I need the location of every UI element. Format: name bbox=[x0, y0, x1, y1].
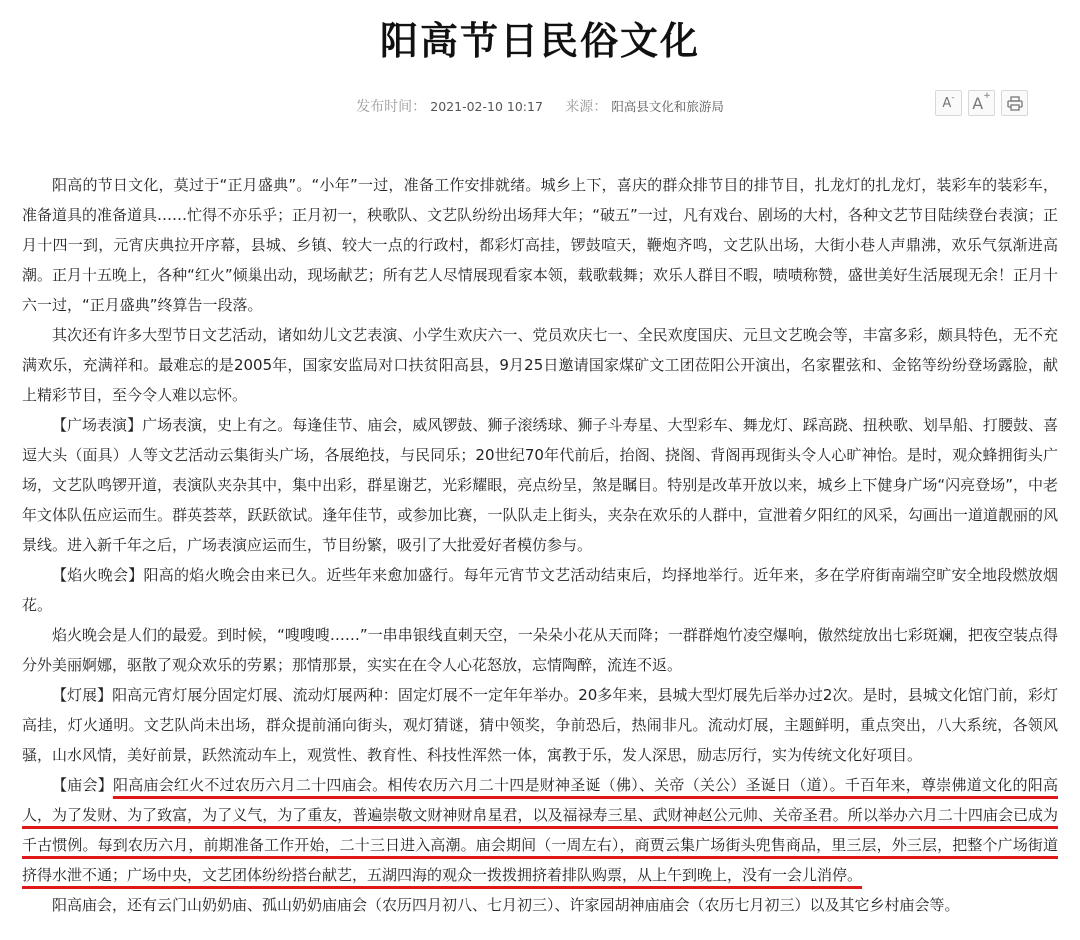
font-smaller-button[interactable] bbox=[935, 90, 962, 116]
publish-time: 2021-02-10 10:17 bbox=[430, 99, 543, 114]
font-larger-button[interactable] bbox=[968, 90, 995, 116]
temple-fair-paragraph bbox=[22, 770, 1058, 890]
article-paragraph: 阳高的节日文化，莫过于“正月盛典”。“小年”一过，准备工作安排就绪。城乡上下，喜庆的群众排节目的排节目，扎龙灯的扎龙灯，装彩车的装彩车，准备道具的准备道具……忙得不亦乐乎；正月初一，秧歌队、文艺队纷纷出场拜大年；“破五”一过，凡有戏台、剧场的大村，各种文艺节目陆续登台表演；正月十四一到，元宵庆典拉开序幕，县城、乡镇、较大一点的行政村，都彩灯高挂，锣鼓喧天，鞭炮齐鸣，文艺队出场，大街小巷人声鼎沸，欢乐气氛渐进高潮。正月十五晚上，各种“红火”倾巢出动，现场献艺；所有艺人尽情展现看家本领，载歌载舞；欢乐人群目不暇，啧啧称赞，盛世美好生活展现无余！正月十六一过，“正月盛典”终算告一段落。 bbox=[22, 176, 1058, 314]
printer-icon bbox=[1007, 96, 1023, 111]
article-paragraph: 其次还有许多大型节日文艺活动，诸如幼儿文艺表演、小学生欢庆六一、党员欢庆七一、全民欢度国庆、元旦文艺晚会等，丰富多彩，颇具特色，无不充满欢乐，充满祥和。最难忘的是2005年，国家安监局对口扶贫阳高县，9月25日邀请国家煤矿文工团莅阳公开演出，名家瞿弦和、金铭等纷纷登场露脸，献上精彩节目，至今令人难以忘怀。 bbox=[22, 326, 1058, 404]
article-paragraph: 【焰火晚会】阳高的焰火晚会由来已久。近些年来愈加盛行。每年元宵节文艺活动结束后，均择地举行。近年来，多在学府街南端空旷安全地段燃放烟花。 bbox=[22, 566, 1058, 614]
source-name: 阳高县文化和旅游局 bbox=[611, 99, 724, 114]
publish-time-label: 发布时间： bbox=[356, 99, 427, 115]
font-smaller-icon: A- bbox=[942, 92, 955, 111]
article-title: 阳高节日民俗文化 bbox=[379, 19, 700, 63]
font-larger-icon: A+ bbox=[972, 90, 991, 113]
article-paragraph: 阳高庙会，还有云门山奶奶庙、孤山奶奶庙庙会（农历四月初八、七月初三）、许家园胡神庙庙会（农历七月初三）以及其它乡村庙会等。 bbox=[52, 896, 960, 914]
article-page bbox=[0, 16, 1080, 940]
temple-fair-tag: 【庙会】 bbox=[52, 776, 113, 794]
article-paragraph: 焰火晚会是人们的最爱。到时候，“嗖嗖嗖……”一串串银线直刺天空，一朵朵小花从天而降；一群群炮竹凌空爆响，傲然绽放出七彩斑斓，把夜空装点得分外美丽婀娜，驱散了观众欢乐的劳累；那情那景，实实在在令人心花怒放，忘情陶醉，流连不返。 bbox=[22, 626, 1058, 674]
print-button[interactable] bbox=[1001, 90, 1028, 116]
article-paragraph: 【广场表演】广场表演，史上有之。每逢佳节、庙会，威风锣鼓、狮子滚绣球、狮子斗寿星、大型彩车、舞龙灯、踩高跷、扭秧歌、划旱船、打腰鼓、喜逗大头（面具）人等文艺活动云集街头广场，各展绝技，与民同乐；20世纪70年代前后，抬阁、挠阁、背阁再现街头令人心旷神怡。是时，观众蜂拥街头广场，文艺队鸣锣开道，表演队夹杂其中，集中出彩，群星谢艺，光彩耀眼，亮点纷呈，煞是瞩目。特别是改革开放以来，城乡上下健身广场“闪亮登场”，中老年文体队伍应运而生。群英荟萃，跃跃欲试。逢年佳节，或参加比赛，一队队走上街头，夹杂在欢乐的人群中，宣泄着夕阳红的风采，勾画出一道道靓丽的风景线。进入新千年之后，广场表演应运而生，节目纷繁，吸引了大批爱好者模仿参与。 bbox=[22, 416, 1058, 554]
source-label: 来源： bbox=[565, 99, 608, 115]
article-tools bbox=[935, 90, 1028, 116]
article-body bbox=[22, 170, 1058, 920]
article-meta bbox=[22, 90, 1058, 116]
article-paragraph: 【灯展】阳高元宵灯展分固定灯展、流动灯展两种：固定灯展不一定年年举办。20多年来，县城大型灯展先后举办过2次。是时，县城文化馆门前，彩灯高挂，灯火通明。文艺队尚未出场，群众提前涌向街头，观灯猜谜，猜中领奖，争前恐后，热闹非凡。流动灯展，主题鲜明，重点突出，八大系统，各领风骚，山水风情，美好前景，跃然流动车上，观赏性、教育性、科技性浑然一体，寓教于乐，发人深思，励志厉行，实为传统文化好项目。 bbox=[22, 686, 1058, 764]
highlighted-text: 阳高庙会红火不过农历六月二十四庙会。相传农历六月二十四是财神圣诞（佛）、关帝（关公）圣诞日（道）。千百年来，尊崇佛道文化的阳高人，为了发财、为了致富，为了义气，为了重友，普遍崇敬文财神财帛星君，以及福禄寿三星、武财神赵公元帅、关帝圣君。所以举办六月二十四庙会已成为千古惯例。每到农历六月，前期准备工作开始，二十三日进入高潮。庙会期间（一周左右），商贾云集广场街头兜售商品，里三层，外三层，把整个广场街道挤得水泄不通；广场中央，文艺团体纷纷搭台献艺，五湖四海的观众一拨拨拥挤着排队购票，从上午到晚上，没有一会儿消停。 bbox=[22, 776, 1058, 884]
article-meta-row bbox=[22, 86, 1058, 126]
